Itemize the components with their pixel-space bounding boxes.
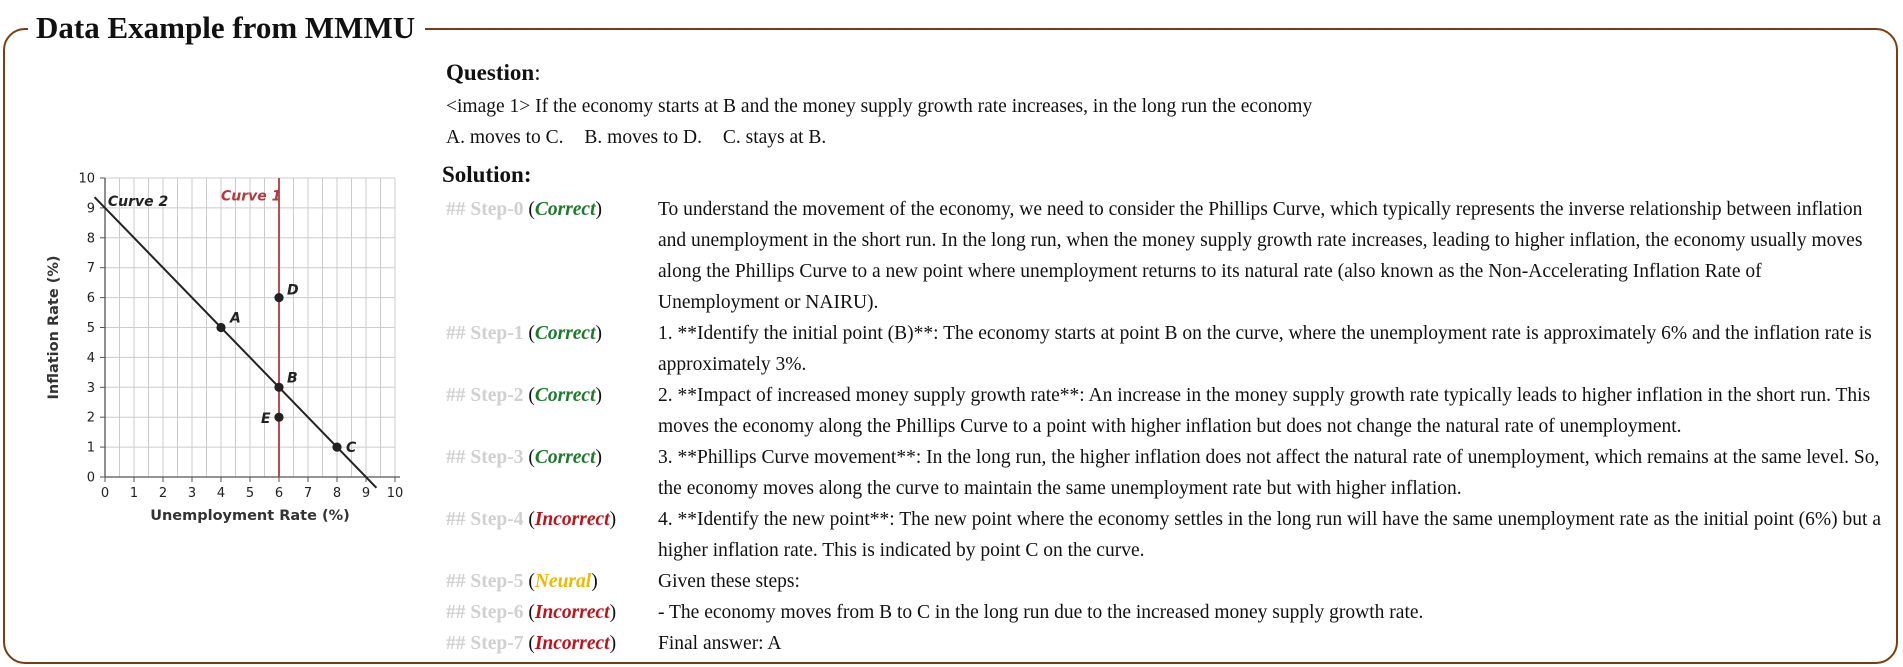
solution-steps bbox=[446, 194, 1886, 659]
y-tick-label: 9 bbox=[86, 201, 95, 217]
point-d bbox=[274, 293, 283, 302]
step-status: Incorrect bbox=[534, 602, 610, 623]
step-text: 4. **Identify the new point**: The new point where the economy settles in the long run will have the same unemployment rate as the initial point (6%) but a higher inflation rate. This is indicated by point C on the curve. bbox=[658, 509, 1881, 561]
point-b bbox=[274, 383, 283, 392]
phillips-curve-chart bbox=[40, 160, 420, 530]
point-c bbox=[332, 443, 341, 452]
step-tag: ## Step-2 bbox=[446, 385, 524, 406]
step-text: - The economy moves from B to C in the long run due to the increased money supply growth rate. bbox=[658, 602, 1424, 623]
content-panel bbox=[440, 0, 1890, 667]
step-row: ## Step-4 (Incorrect) 4. **Identify the new point**: The new point where the economy settles in the long run will have the same unemployment rate as the initial point (6%) but a higher inflation rate. This is indicated by point C on the curve. bbox=[446, 504, 1886, 566]
step-tag: ## Step-4 bbox=[446, 509, 524, 530]
y-axis-label: Inflation Rate (%) bbox=[46, 255, 62, 400]
y-tick-label: 4 bbox=[86, 350, 95, 366]
x-tick-label: 2 bbox=[158, 486, 168, 501]
step-row: ## Step-1 (Correct) 1. **Identify the initial point (B)**: The economy starts at point B on the curve, where the unemployment rate is approximately 6% and the inflation rate is approximately 3%. bbox=[446, 318, 1886, 380]
curve-1-label: Curve 1 bbox=[221, 188, 282, 205]
y-tick-label: 3 bbox=[86, 380, 95, 396]
x-tick-label: 4 bbox=[216, 486, 226, 501]
x-tick-label: 1 bbox=[129, 486, 139, 501]
question-options bbox=[446, 124, 842, 152]
y-tick-label: 0 bbox=[86, 470, 95, 486]
step-row: ## Step-5 (Neural) Given these steps: bbox=[446, 566, 1886, 597]
question-text: <image 1> If the economy starts at B and the money supply growth rate increases, in the long run the economy bbox=[446, 96, 1313, 117]
step-row: ## Step-6 (Incorrect) - The economy moves from B to C in the long run due to the increased money supply growth rate. bbox=[446, 597, 1886, 628]
curve-2-label: Curve 2 bbox=[107, 193, 169, 210]
step-text: Given these steps: bbox=[658, 571, 800, 592]
step-text: 1. **Identify the initial point (B)**: The economy starts at point B on the curve, where the unemployment rate is approximately 6% and the inflation rate is approximately 3%. bbox=[658, 323, 1872, 375]
step-row: ## Step-3 (Correct) 3. **Phillips Curve movement**: In the long run, the higher inflation does not affect the natural rate of unemployment, which remains at the same level. So, the economy moves along the curve to maintain the same unemployment rate but with higher inflation. bbox=[446, 442, 1886, 504]
x-tick-label: 8 bbox=[332, 486, 342, 501]
step-tag: ## Step-3 bbox=[446, 447, 524, 468]
step-tag: ## Step-6 bbox=[446, 602, 524, 623]
point-label-a: A bbox=[230, 310, 241, 327]
step-tag: ## Step-0 bbox=[446, 199, 524, 220]
point-label-c: C bbox=[346, 440, 357, 457]
y-tick-label: 7 bbox=[86, 261, 95, 277]
x-axis-label: Unemployment Rate (%) bbox=[150, 508, 350, 524]
x-tick-label: 0 bbox=[100, 486, 110, 501]
step-status: Correct bbox=[534, 385, 596, 406]
step-tag: ## Step-1 bbox=[446, 323, 524, 344]
point-a bbox=[216, 323, 225, 332]
option-c: C. stays at B. bbox=[722, 127, 827, 148]
question-label: Question bbox=[446, 60, 535, 85]
step-row: ## Step-0 (Correct) To understand the movement of the economy, we need to consider the Phillips Curve, which typically represents the inverse relationship between inflation and unemployment in the short run. In the long run, when the money supply growth rate increases, leading to higher inflation, the economy usually moves along the Phillips Curve to a new point where unemployment returns to its natural rate (also known as the Non-Accelerating Inflation Rate of Unemployment or NAIRU). bbox=[446, 194, 1886, 318]
x-tick-label: 3 bbox=[187, 486, 197, 501]
x-tick-label: 7 bbox=[303, 486, 313, 501]
point-label-b: B bbox=[287, 370, 298, 387]
y-tick-label: 8 bbox=[86, 231, 95, 247]
point-label-d: D bbox=[287, 282, 299, 299]
x-tick-label: 10 bbox=[386, 486, 404, 501]
step-text: To understand the movement of the economy, we need to consider the Phillips Curve, which typically represents the inverse relationship between inflation and unemployment in the short run. In the long run, when the money supply growth rate increases, leading to higher inflation, the economy usually moves along the Phillips Curve to a new point where unemployment returns to its natural rate (also known as the Non-Accelerating Inflation Rate of Unemployment or NAIRU). bbox=[658, 199, 1863, 313]
y-tick-label: 10 bbox=[78, 171, 95, 187]
step-status: Incorrect bbox=[534, 509, 610, 530]
step-tag: ## Step-5 bbox=[446, 571, 524, 592]
x-tick-label: 5 bbox=[245, 486, 255, 501]
chart-grid bbox=[105, 178, 395, 477]
step-status: Correct bbox=[534, 447, 596, 468]
point-e bbox=[274, 413, 283, 422]
step-status: Correct bbox=[534, 323, 596, 344]
solution-label: Solution: bbox=[442, 162, 532, 187]
question-heading: Question: bbox=[446, 60, 541, 85]
step-text: 2. **Impact of increased money supply growth rate**: An increase in the money supply growth rate typically leads to higher inflation in the short run. This moves the economy along the Phillips Curve to a point with higher inflation but does not change the natural rate of unemployment. bbox=[658, 385, 1871, 437]
step-status: Correct bbox=[534, 199, 596, 220]
x-tick-label: 9 bbox=[361, 486, 371, 501]
step-text: 3. **Phillips Curve movement**: In the long run, the higher inflation does not affect the natural rate of unemployment, which remains at the same level. So, the economy moves along the curve to maintain the same unemployment rate but with higher inflation. bbox=[658, 447, 1880, 499]
step-status: Neural bbox=[534, 571, 592, 592]
step-status: Incorrect bbox=[534, 633, 610, 654]
y-tick-label: 6 bbox=[86, 291, 95, 307]
option-b: B. moves to D. bbox=[584, 127, 702, 148]
step-tag: ## Step-7 bbox=[446, 633, 524, 654]
step-text: Final answer: A bbox=[658, 633, 782, 654]
x-tick-label: 6 bbox=[274, 486, 284, 501]
step-row: ## Step-2 (Correct) 2. **Impact of increased money supply growth rate**: An increase in the money supply growth rate typically leads to higher inflation in the short run. This moves the economy along the Phillips Curve to a point with higher inflation but does not change the natural rate of unemployment. bbox=[446, 380, 1886, 442]
option-a: A. moves to C. bbox=[446, 127, 564, 148]
y-tick-label: 1 bbox=[86, 440, 95, 456]
step-row: ## Step-7 (Incorrect) Final answer: A bbox=[446, 628, 1886, 659]
y-tick-label: 5 bbox=[86, 321, 95, 336]
point-label-e: E bbox=[261, 411, 271, 428]
frame-title: Data Example from MMMU bbox=[28, 9, 425, 47]
y-tick-label: 2 bbox=[86, 410, 95, 426]
